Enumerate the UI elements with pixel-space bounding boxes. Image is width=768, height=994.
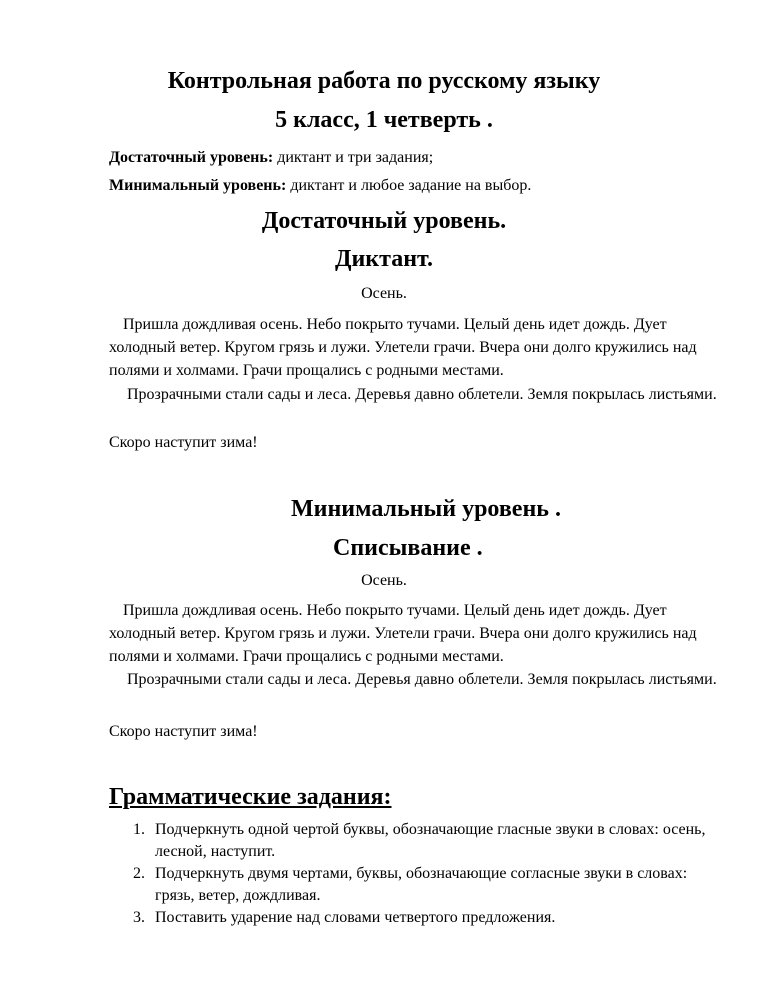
grammar-task-3 bbox=[109, 907, 729, 929]
document-title-text: Контрольная работа по русскому языку bbox=[167, 68, 601, 94]
dictation-level-heading bbox=[0, 206, 768, 236]
dictation-text-title-text: Осень. bbox=[361, 285, 407, 302]
dictation-text-title bbox=[0, 283, 768, 305]
copying-level-heading-text: Минимальный уровень bbox=[291, 496, 549, 522]
grammar-task-2 bbox=[109, 863, 729, 907]
dictation-heading bbox=[0, 244, 768, 274]
grammar-task-text: Подчеркнуть одной чертой буквы, обозначающие гласные звуки в словах: осень, лесной, наступит. bbox=[155, 821, 706, 860]
grammar-task-number: 2. bbox=[133, 865, 145, 882]
dictation-paragraph-2-text: Прозрачными стали сады и леса. Деревья давно облетели. Земля покрылась листьями. bbox=[127, 386, 717, 403]
dictation-paragraph-2 bbox=[109, 383, 729, 406]
grammar-task-number: 3. bbox=[133, 909, 145, 926]
dictation-paragraph-1-text: Пришла дождливая осень. Небо покрыто тучами. Целый день идет дождь. Дует холодный ветер. Кругом грязь и лужи. Улетели грачи. Вчера они долго кружились над полями и холмами. Грачи прощались с родными местами. bbox=[109, 316, 697, 379]
grammar-section-title bbox=[109, 782, 392, 812]
document-subtitle-text: 5 класс, 1 четверть bbox=[275, 107, 481, 133]
document-title bbox=[0, 66, 768, 96]
sufficient-level-line bbox=[109, 147, 433, 169]
dictation-level-heading-text: Достаточный уровень. bbox=[261, 208, 507, 234]
document-subtitle bbox=[0, 105, 768, 135]
copying-text-title-text: Осень. bbox=[361, 572, 407, 589]
copying-paragraph-1 bbox=[109, 599, 729, 668]
minimal-level-line bbox=[109, 175, 531, 197]
minimal-level-label: Минимальный уровень: bbox=[109, 177, 287, 194]
copying-level-heading-dot: . bbox=[554, 496, 561, 522]
grammar-task-text: Подчеркнуть двумя чертами, буквы, обозначающие согласные звуки в словах: грязь, ветер, дождливая. bbox=[155, 865, 688, 904]
dictation-paragraph-3-text: Скоро наступит зима! bbox=[109, 434, 258, 451]
dictation-heading-text: Диктант. bbox=[334, 246, 434, 272]
grammar-task-text: Поставить ударение над словами четвертого предложения. bbox=[155, 909, 556, 926]
document-subtitle-dot: . bbox=[486, 107, 493, 133]
copying-text-title bbox=[0, 570, 768, 592]
grammar-task-list bbox=[109, 819, 729, 929]
copying-paragraph-1-text: Пришла дождливая осень. Небо покрыто тучами. Целый день идет дождь. Дует холодный ветер. Кругом грязь и лужи. Улетели грачи. Вчера они долго кружились над полями и холмами. Грачи прощались с родными местами. bbox=[109, 602, 697, 665]
grammar-task-number: 1. bbox=[133, 821, 145, 838]
dictation-paragraph-1 bbox=[109, 313, 729, 382]
copying-heading bbox=[333, 533, 483, 563]
copying-paragraph-2-text: Прозрачными стали сады и леса. Деревья давно облетели. Земля покрылась листьями. bbox=[127, 671, 717, 688]
minimal-level-text: диктант и любое задание на выбор. bbox=[286, 177, 532, 194]
grammar-task-1 bbox=[109, 819, 729, 863]
copying-level-heading bbox=[291, 494, 561, 524]
sufficient-level-text: диктант и три задания; bbox=[273, 149, 434, 166]
copying-heading-dot: . bbox=[476, 535, 483, 561]
sufficient-level-label: Достаточный уровень: bbox=[109, 149, 274, 166]
copying-paragraph-2 bbox=[109, 668, 729, 691]
copying-paragraph-3 bbox=[109, 720, 729, 743]
copying-heading-text: Списывание bbox=[333, 535, 471, 561]
copying-paragraph-3-text: Скоро наступит зима! bbox=[109, 723, 258, 740]
grammar-section-title-text: Грамматические задания: bbox=[109, 784, 392, 810]
dictation-paragraph-3 bbox=[109, 431, 729, 454]
